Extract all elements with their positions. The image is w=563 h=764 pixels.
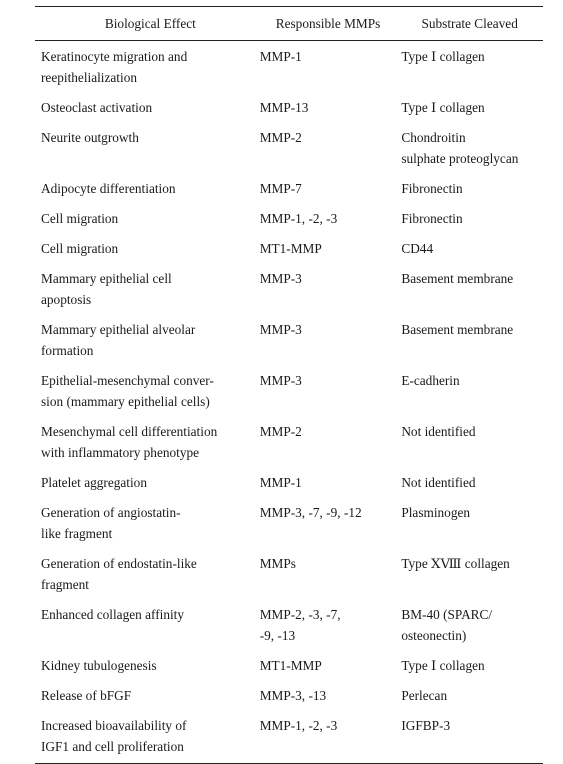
substrate-cleaved-cell: Type Ⅰ collagen xyxy=(401,100,485,115)
responsible-mmps-cell: MMP-1 xyxy=(259,49,302,64)
substrate-cleaved-cell: Perlecan xyxy=(401,688,448,703)
biological-effect-cell: Cell migration xyxy=(41,241,119,256)
substrate-cleaved-cell: Basement membrane xyxy=(401,322,514,337)
biological-effect-cell: Epithelial-mesenchymal conver- sion (mammary epithelial cells) xyxy=(41,373,214,409)
table-row xyxy=(35,233,543,263)
biological-effect-cell: Release of bFGF xyxy=(41,688,132,703)
biological-effect-cell: Generation of endostatin-like fragment xyxy=(41,556,197,592)
table-row xyxy=(35,92,543,122)
table-row xyxy=(35,122,543,173)
table-row xyxy=(35,548,543,599)
substrate-cleaved-cell: Fibronectin xyxy=(401,181,463,196)
biological-effect-cell: Osteoclast activation xyxy=(41,100,153,115)
substrate-cleaved-cell: Basement membrane xyxy=(401,271,514,286)
table-row xyxy=(35,467,543,497)
responsible-mmps-cell: MMP-2 xyxy=(259,424,302,439)
responsible-mmps-cell: MMP-7 xyxy=(259,181,302,196)
biological-effect-cell: Mammary epithelial alveolar formation xyxy=(41,322,196,358)
header-responsible-mmps: Responsible MMPs xyxy=(260,7,397,41)
substrate-cleaved-cell: Chondroitin sulphate proteoglycan xyxy=(401,130,519,166)
responsible-mmps-cell: MMP-1, -2, -3 xyxy=(260,710,397,764)
substrate-cleaved-cell: Type Ⅰ collagen xyxy=(401,49,485,64)
substrate-cleaved-cell: E-cadherin xyxy=(401,373,460,388)
responsible-mmps-cell: MMP-1 xyxy=(259,475,302,490)
biological-effect-cell: Enhanced collagen affinity xyxy=(41,607,185,622)
table-row xyxy=(35,497,543,548)
substrate-cleaved-cell: Fibronectin xyxy=(401,211,463,226)
responsible-mmps-cell: MMP-3, -7, -9, -12 xyxy=(259,505,362,520)
biological-effect-cell: Increased bioavailability of IGF1 and cell proliferation xyxy=(35,710,260,764)
header-substrate-cleaved: Substrate Cleaved xyxy=(396,7,543,41)
biological-effect-cell: Mesenchymal cell differentiation with inflammatory phenotype xyxy=(41,424,218,460)
biological-effect-cell: Neurite outgrowth xyxy=(41,130,139,145)
responsible-mmps-cell: MT1-MMP xyxy=(259,658,322,673)
biological-effect-cell: Mammary epithelial cell apoptosis xyxy=(41,271,172,307)
biological-effect-cell: Adipocyte differentiation xyxy=(41,181,176,196)
responsible-mmps-cell: MMPs xyxy=(259,556,296,571)
substrate-cleaved-cell: Not identified xyxy=(401,424,476,439)
table-row xyxy=(35,203,543,233)
table-row xyxy=(35,710,543,764)
table-header-row xyxy=(35,7,543,41)
table-row xyxy=(35,365,543,416)
biological-effect-cell: Generation of angiostatin- like fragment xyxy=(41,505,181,541)
table-row xyxy=(35,314,543,365)
responsible-mmps-cell: MMP-1, -2, -3 xyxy=(259,211,338,226)
biological-effect-cell: Cell migration xyxy=(41,211,119,226)
substrate-cleaved-cell: CD44 xyxy=(401,241,434,256)
table-row xyxy=(35,173,543,203)
biological-effect-cell: Kidney tubulogenesis xyxy=(41,658,157,673)
table-row xyxy=(35,263,543,314)
responsible-mmps-cell: MMP-3, -13 xyxy=(259,688,327,703)
responsible-mmps-cell: MMP-2 xyxy=(259,130,302,145)
responsible-mmps-cell: MMP-2, -3, -7, -9, -13 xyxy=(259,607,341,643)
substrate-cleaved-cell: IGFBP-3 xyxy=(396,710,543,764)
responsible-mmps-cell: MT1-MMP xyxy=(259,241,322,256)
table-row xyxy=(35,680,543,710)
responsible-mmps-cell: MMP-13 xyxy=(259,100,309,115)
table-row xyxy=(35,41,543,93)
mmp-effects-table xyxy=(35,6,543,764)
table-row xyxy=(35,416,543,467)
substrate-cleaved-cell: Plasminogen xyxy=(401,505,471,520)
responsible-mmps-cell: MMP-3 xyxy=(259,271,302,286)
table-row xyxy=(35,650,543,680)
substrate-cleaved-cell: Type ⅩⅧ collagen xyxy=(401,556,510,571)
substrate-cleaved-cell: Type Ⅰ collagen xyxy=(401,658,485,673)
table-row xyxy=(35,599,543,650)
responsible-mmps-cell: MMP-3 xyxy=(259,322,302,337)
substrate-cleaved-cell: Not identified xyxy=(401,475,476,490)
biological-effect-cell: Platelet aggregation xyxy=(41,475,147,490)
biological-effect-cell: Keratinocyte migration and reepithelialization xyxy=(41,49,188,85)
responsible-mmps-cell: MMP-3 xyxy=(259,373,302,388)
header-biological-effect: Biological Effect xyxy=(35,7,260,41)
substrate-cleaved-cell: BM-40 (SPARC/ osteonectin) xyxy=(401,607,493,643)
